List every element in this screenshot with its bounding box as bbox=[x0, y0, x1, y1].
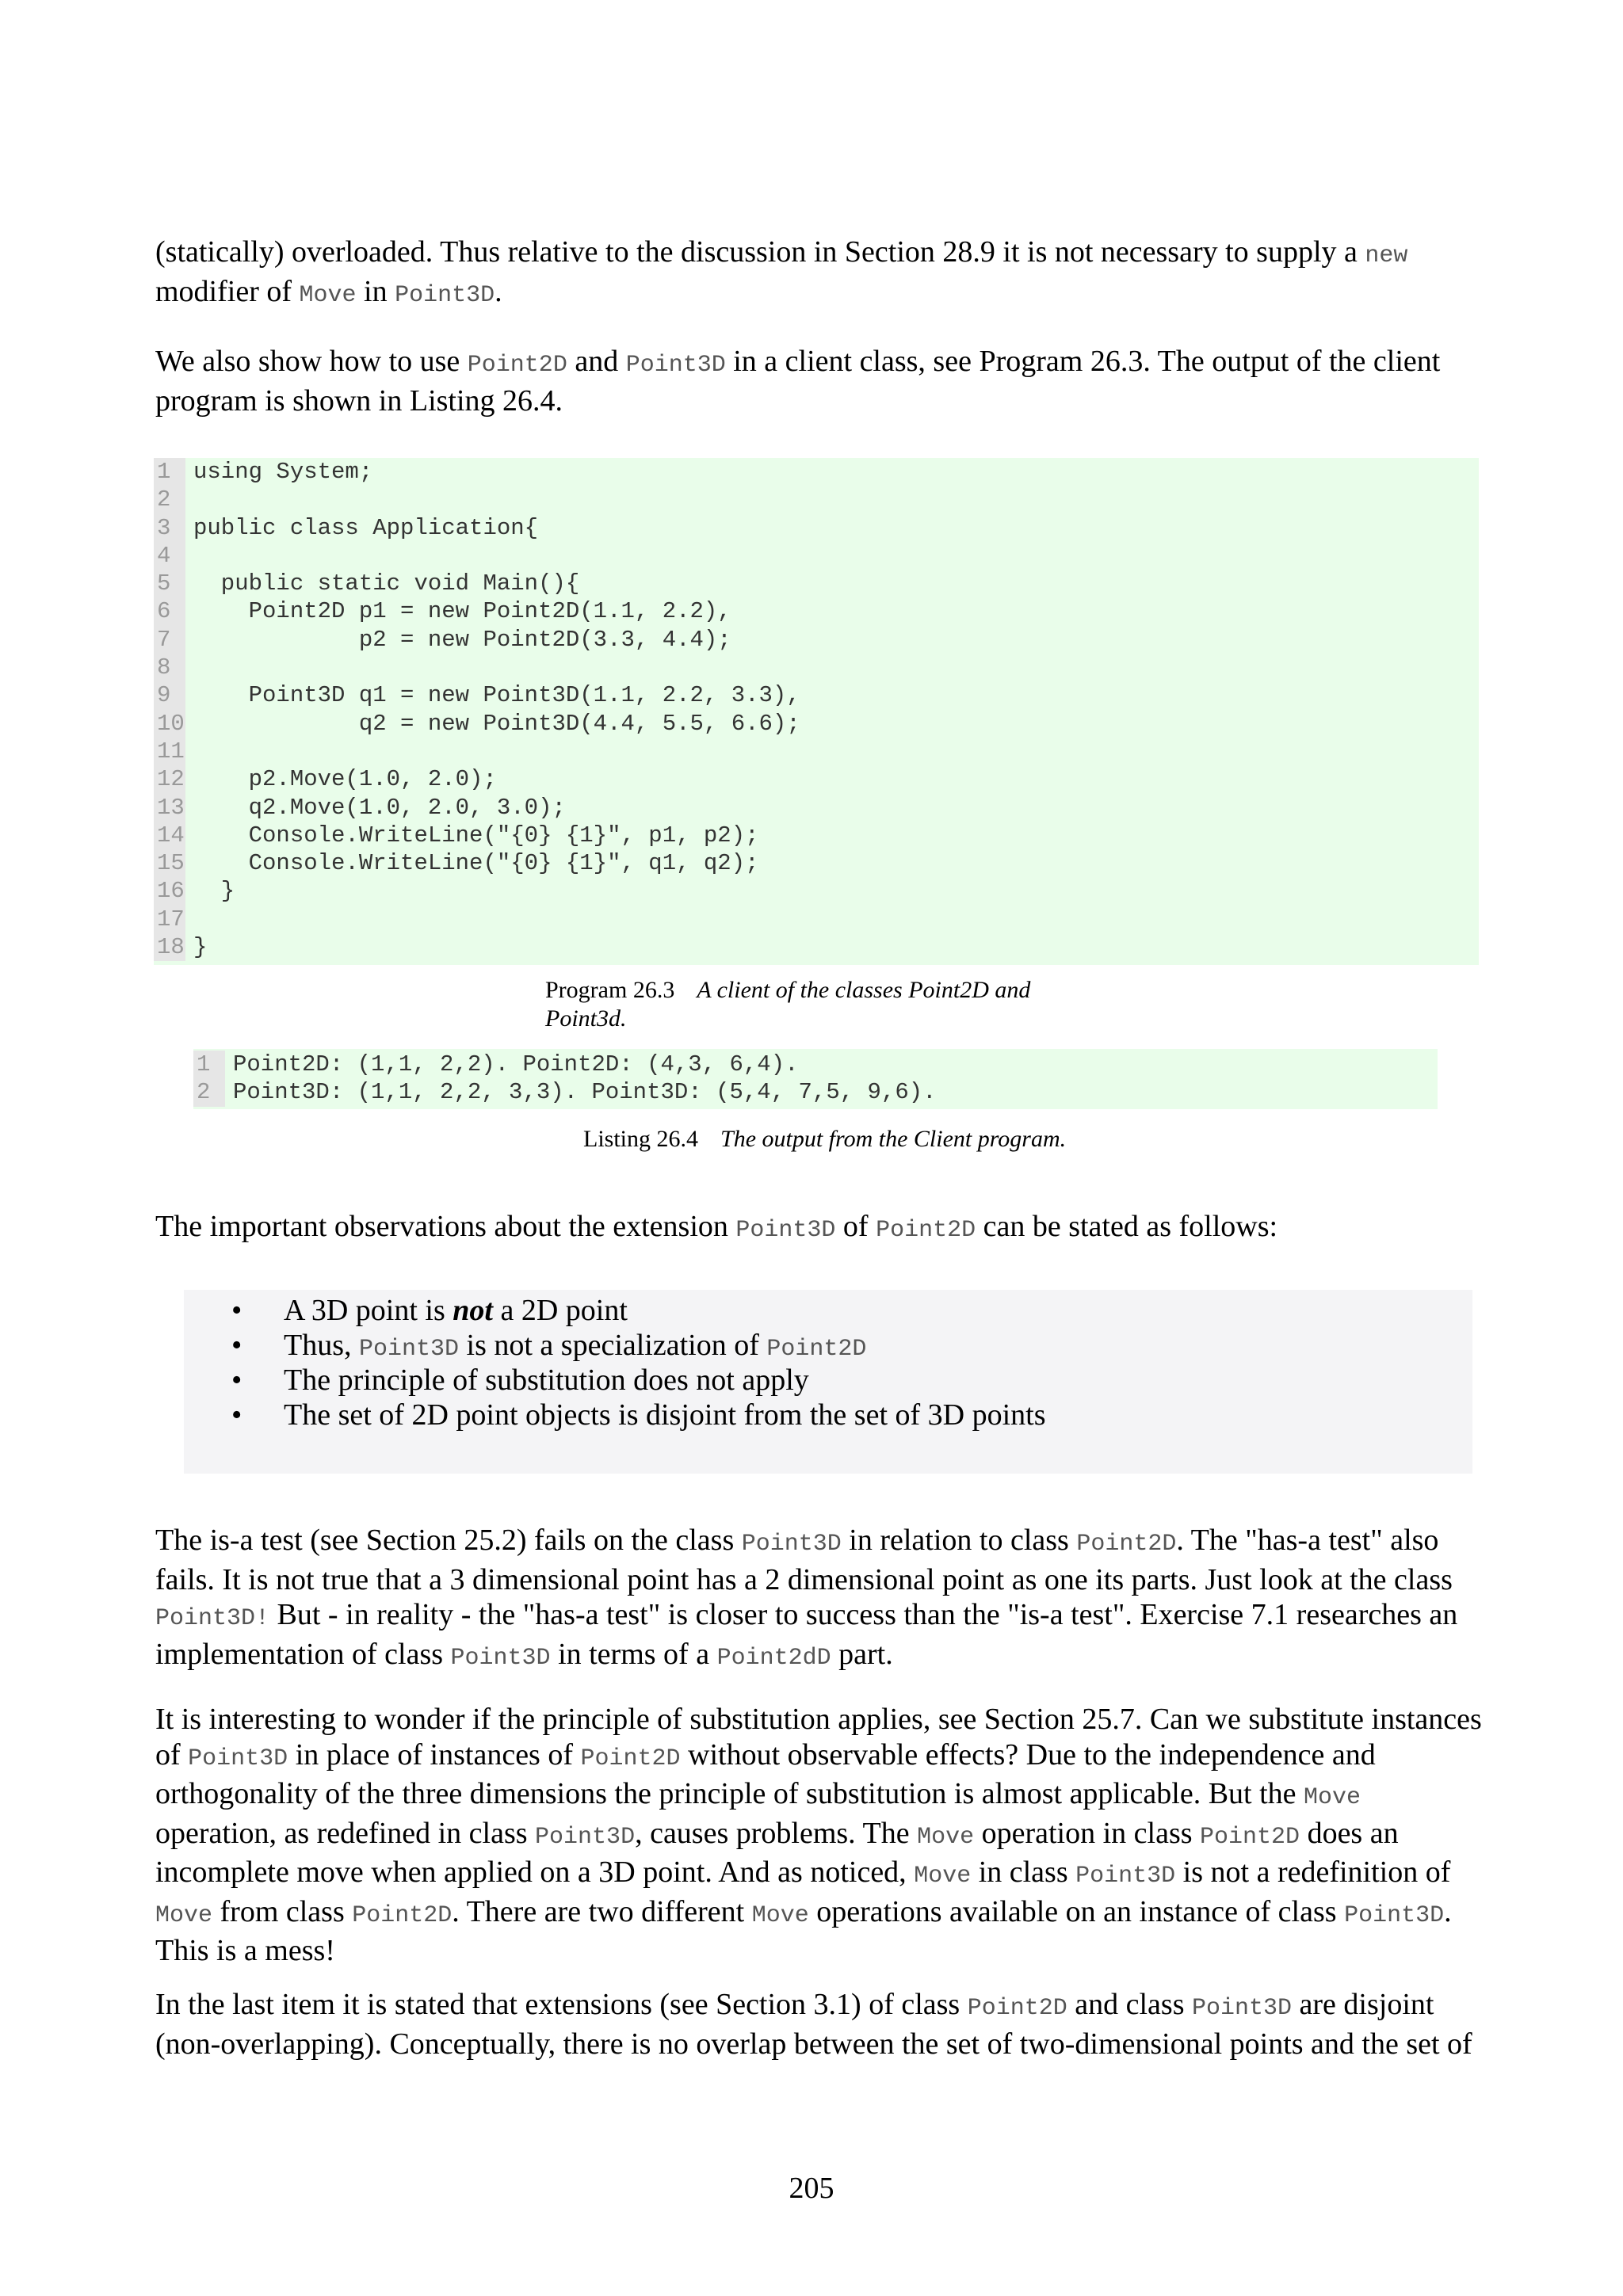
code-line bbox=[154, 514, 1479, 542]
line-number: 1 bbox=[154, 458, 185, 486]
line-code: Console.WriteLine("{0} {1}", q1, q2); bbox=[193, 850, 759, 877]
line-number: 5 bbox=[154, 570, 185, 597]
intro-paragraph bbox=[155, 235, 1487, 313]
code-point3d: Point3D bbox=[625, 352, 726, 379]
line-code: Console.WriteLine("{0} {1}", p1, p2); bbox=[193, 822, 759, 849]
line-number: 11 bbox=[154, 738, 185, 765]
text: We also show how to use bbox=[155, 345, 468, 378]
line-code: public class Application{ bbox=[193, 514, 539, 541]
text: But - in reality - the "has-a test" is closer to success than the "is-a test". Exercise 7.1 researches an implementation of class bbox=[155, 1598, 1458, 1671]
line-code: p2 = new Point2D(3.3, 4.4); bbox=[193, 626, 731, 653]
text: can be stated as follows: bbox=[976, 1210, 1278, 1243]
code-point3d: Point3D bbox=[1344, 1901, 1445, 1929]
text: does an incomplete move when applied on a 3D point. And as noticed, bbox=[155, 1816, 1399, 1889]
bullet-icon: • bbox=[231, 1329, 242, 1362]
code-point3d: Point3D bbox=[741, 1531, 842, 1558]
text: is not a redefinition of bbox=[1175, 1855, 1451, 1889]
listing-caption bbox=[583, 1125, 1296, 1154]
listing-caption-title: The output from the Client program. bbox=[720, 1126, 1067, 1152]
code-line bbox=[154, 542, 1479, 570]
program-code-block bbox=[154, 458, 1479, 965]
code-line bbox=[154, 597, 1479, 625]
code-point2d: Point2D bbox=[1200, 1823, 1300, 1851]
text: . There are two different bbox=[452, 1894, 752, 1928]
text: . This is a mess! bbox=[155, 1894, 1452, 1967]
text: in place of instances of bbox=[288, 1737, 581, 1772]
line-code: } bbox=[193, 934, 208, 961]
code-point3d: Point3D! bbox=[155, 1605, 270, 1632]
line-code: Point3D q1 = new Point3D(1.1, 2.2, 3.3), bbox=[193, 682, 800, 709]
line-number: 15 bbox=[154, 849, 185, 877]
line-code: Point2D: (1,1, 2,2). Point2D: (4,3, 6,4). bbox=[233, 1051, 799, 1077]
code-line bbox=[193, 1078, 1438, 1106]
text: in a client class, see Program 26.3. The output of the client program is shown in Listing 26.4. bbox=[155, 345, 1441, 418]
text: The important observations about the extension bbox=[155, 1210, 736, 1243]
text: operations available on an instance of class bbox=[808, 1894, 1345, 1928]
line-code: Point3D: (1,1, 2,2, 3,3). Point3D: (5,4, 7,5, 9,6). bbox=[233, 1079, 937, 1106]
summary-item-1 bbox=[231, 1293, 628, 1328]
listing-caption-label: Listing 26.4 bbox=[583, 1126, 699, 1152]
text: are disjoint (non-overlapping). Conceptually, there is no overlap between the set of two-dimensional points and the set of bbox=[155, 1988, 1472, 2061]
line-number: 18 bbox=[154, 933, 185, 961]
code-line bbox=[154, 933, 1479, 961]
listing-lines bbox=[193, 1051, 1438, 1107]
line-number: 6 bbox=[154, 597, 185, 625]
code-point2dd: Point2dD bbox=[716, 1644, 831, 1672]
is-a-test-paragraph bbox=[155, 1523, 1487, 1676]
line-number: 9 bbox=[154, 681, 185, 709]
bullet-icon: • bbox=[231, 1398, 242, 1432]
code-point3d: Point3D bbox=[535, 1823, 636, 1851]
line-number: 8 bbox=[154, 654, 185, 681]
code-point3d: Point3D bbox=[450, 1644, 551, 1672]
code-point3d: Point3D bbox=[1075, 1863, 1176, 1890]
line-code: q2.Move(1.0, 2.0, 3.0); bbox=[193, 794, 566, 821]
code-point3d: Point3D bbox=[359, 1336, 460, 1363]
text: (statically) overloaded. Thus relative to the discussion in Section 28.9 it is not necessary to supply a bbox=[155, 235, 1365, 269]
code-line bbox=[154, 626, 1479, 654]
line-number: 13 bbox=[154, 794, 185, 822]
line-number: 16 bbox=[154, 877, 185, 905]
code-point2d: Point2D bbox=[1076, 1531, 1177, 1558]
text: and bbox=[567, 345, 626, 378]
code-line bbox=[154, 654, 1479, 681]
text: in bbox=[356, 274, 395, 308]
bullet-icon: • bbox=[231, 1363, 242, 1397]
summary-item-4 bbox=[231, 1398, 1046, 1432]
code-line bbox=[154, 794, 1479, 822]
summary-item-3 bbox=[231, 1363, 809, 1398]
text: , causes problems. The bbox=[635, 1816, 918, 1850]
text: modifier of bbox=[155, 274, 300, 308]
text: of bbox=[835, 1210, 876, 1243]
text: in terms of a bbox=[550, 1637, 717, 1671]
line-code: q2 = new Point3D(4.4, 5.5, 6.6); bbox=[193, 710, 800, 737]
text: without observable effects? Due to the independence and orthogonality of the three dimensions the principle of substitution is almost applicable. But the bbox=[155, 1737, 1376, 1810]
summary-item-2 bbox=[231, 1328, 867, 1367]
code-new: new bbox=[1365, 242, 1408, 269]
text: and class bbox=[1067, 1988, 1192, 2021]
text: A 3D point is bbox=[284, 1294, 453, 1327]
code-point2d: Point2D bbox=[876, 1217, 976, 1244]
listing-code-block bbox=[193, 1049, 1438, 1109]
code-point2d: Point2D bbox=[580, 1745, 681, 1772]
text: in class bbox=[971, 1855, 1076, 1889]
text: part. bbox=[831, 1637, 893, 1671]
code-line bbox=[154, 458, 1479, 486]
text: operation in class bbox=[974, 1816, 1201, 1850]
code-move: Move bbox=[914, 1863, 972, 1890]
code-point2d: Point2D bbox=[467, 352, 567, 379]
text: in relation to class bbox=[841, 1524, 1077, 1557]
code-line bbox=[154, 849, 1479, 877]
summary-box bbox=[184, 1290, 1472, 1474]
code-line bbox=[154, 877, 1479, 905]
code-line bbox=[154, 906, 1479, 933]
text: is not a specialization of bbox=[459, 1329, 767, 1362]
program-caption-title-cont: Point3d. bbox=[545, 1005, 627, 1032]
text: Thus, bbox=[284, 1329, 359, 1362]
code-move: Move bbox=[751, 1901, 809, 1929]
code-point3d: Point3D bbox=[188, 1745, 288, 1772]
text: The set of 2D point objects is disjoint from the set of 3D points bbox=[284, 1398, 1046, 1432]
code-point2d: Point2D bbox=[766, 1336, 867, 1363]
code-move: Move bbox=[917, 1823, 975, 1851]
client-paragraph bbox=[155, 344, 1487, 418]
line-number: 12 bbox=[154, 765, 185, 793]
emphasis-not: not bbox=[453, 1294, 493, 1327]
code-line bbox=[154, 710, 1479, 738]
code-move: Move bbox=[1304, 1784, 1361, 1811]
code-move: Move bbox=[155, 1901, 213, 1929]
line-number: 17 bbox=[154, 906, 185, 933]
observations-paragraph bbox=[155, 1209, 1487, 1249]
line-number: 7 bbox=[154, 626, 185, 654]
line-code: p2.Move(1.0, 2.0); bbox=[193, 766, 497, 793]
line-code: Point2D p1 = new Point2D(1.1, 2.2), bbox=[193, 598, 731, 625]
text: In the last item it is stated that extensions (see Section 3.1) of class bbox=[155, 1988, 968, 2021]
code-move: Move bbox=[299, 281, 357, 309]
code-line bbox=[154, 570, 1479, 597]
line-number: 10 bbox=[154, 710, 185, 738]
text: . bbox=[495, 274, 502, 308]
line-code: using System; bbox=[193, 459, 373, 485]
substitution-paragraph bbox=[155, 1702, 1487, 1969]
line-number: 4 bbox=[154, 542, 185, 570]
code-point2d: Point2D bbox=[352, 1901, 453, 1929]
program-caption bbox=[545, 976, 1179, 1033]
code-line bbox=[154, 681, 1479, 709]
text: . The "has-a test" also fails. It is not true that a 3 dimensional point has a 2 dimensional point as one its parts. Just look at the class bbox=[155, 1524, 1453, 1596]
line-number: 3 bbox=[154, 514, 185, 542]
text: from class bbox=[212, 1894, 353, 1928]
bullet-icon: • bbox=[231, 1294, 242, 1327]
line-number: 2 bbox=[154, 486, 185, 513]
line-code: public static void Main(){ bbox=[193, 570, 580, 597]
line-number: 2 bbox=[193, 1078, 225, 1106]
page-number: 205 bbox=[789, 2172, 834, 2205]
line-number: 1 bbox=[193, 1051, 225, 1078]
program-lines bbox=[154, 458, 1479, 961]
text: The principle of substitution does not apply bbox=[284, 1363, 809, 1397]
code-line bbox=[193, 1051, 1438, 1078]
code-line bbox=[154, 738, 1479, 765]
code-line bbox=[154, 822, 1479, 849]
code-point3d: Point3D bbox=[395, 281, 495, 309]
code-point2d: Point2D bbox=[967, 1995, 1067, 2022]
extensions-paragraph bbox=[155, 1987, 1487, 2061]
line-code: } bbox=[193, 878, 235, 905]
program-caption-title: A client of the classes Point2D and bbox=[697, 977, 1031, 1003]
code-point3d: Point3D bbox=[1192, 1995, 1293, 2022]
line-number: 14 bbox=[154, 822, 185, 849]
text: It is interesting to wonder if the principle of substitution applies, see Section 25.7. Can we substitute instances of bbox=[155, 1703, 1482, 1772]
text: The is-a test (see Section 25.2) fails on the class bbox=[155, 1524, 742, 1557]
code-line bbox=[154, 486, 1479, 513]
text: a 2D point bbox=[492, 1294, 628, 1327]
program-caption-label: Program 26.3 bbox=[545, 977, 675, 1003]
text: operation, as redefined in class bbox=[155, 1816, 536, 1850]
code-point3d: Point3D bbox=[735, 1217, 836, 1244]
code-line bbox=[154, 765, 1479, 793]
